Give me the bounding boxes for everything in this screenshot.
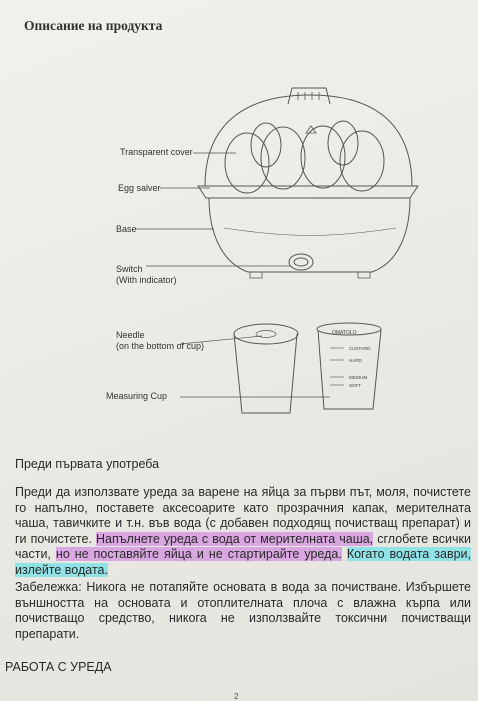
egg xyxy=(261,127,305,189)
cup-mark-medium: MEDIUM xyxy=(349,375,368,380)
cup-mark-soft: SOFT xyxy=(349,383,361,388)
egg xyxy=(225,133,269,193)
label-switch-indicator: (With indicator) xyxy=(116,275,177,285)
switch xyxy=(289,254,313,270)
egg xyxy=(301,126,345,188)
label-needle: Needle xyxy=(116,330,145,340)
base xyxy=(209,198,410,272)
highlight-no-eggs: но не поставяйте яйца и не стартирайте уреда. xyxy=(55,547,342,562)
egg xyxy=(340,131,384,191)
label-measuring-cup: Measuring Cup xyxy=(106,391,168,401)
label-transparent-cover: Transparent cover xyxy=(120,147,193,157)
egg xyxy=(251,123,281,167)
highlight-fill-water: Напълнете уреда с вода от мерителната чаша, xyxy=(95,531,374,546)
instructions-paragraph xyxy=(15,485,471,579)
page-number: 2 xyxy=(234,692,239,701)
egg-salver xyxy=(198,186,418,198)
section-heading: Преди първата употреба xyxy=(15,457,160,471)
cup-mark-hard: HARD xyxy=(349,358,362,363)
measuring-cup-side xyxy=(234,334,297,413)
label-base: Base xyxy=(116,224,137,234)
paragraph-text: Преди да използвате уреда за варене на яйца за първи път, моля, почистете го напълно, поставете аксесоарите като прозрачния капак, мерителната чаша, тавичките и т.н. във вода (с добавен подходящ почистващ препарат) и ги почистете. xyxy=(15,485,471,546)
operation-heading: РАБОТА С УРЕДА xyxy=(5,660,112,674)
label-switch: Switch xyxy=(116,264,143,274)
label-egg-salver: Egg salver xyxy=(118,183,161,193)
label-needle-location: (on the bottom of cup) xyxy=(116,341,205,351)
paragraph-text: сглобете всички части, xyxy=(15,531,471,562)
transparent-cover-dome xyxy=(205,95,412,186)
page-title: Описание на продукта xyxy=(24,18,163,33)
cup-mark-custard: CUSTARD xyxy=(349,346,371,351)
cleaning-note: Забележка: Никога не потапяйте основата в вода за почистване. Избършете външността на основата и отоплителната плоча с влажна кърпа или почистващо средство, никога не използвайте токсични почистващи препарати. xyxy=(15,580,471,641)
highlight-pour-water: Когато водата заври, излейте водата. xyxy=(15,547,471,577)
cup-mark-top: OMATOLO xyxy=(332,330,357,336)
